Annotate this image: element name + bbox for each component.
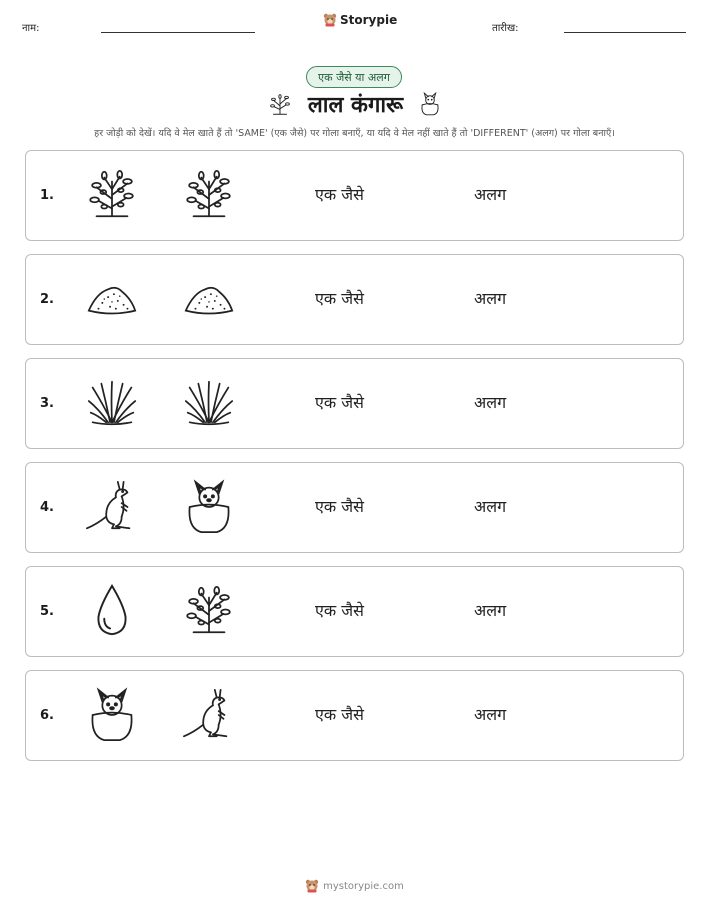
row-number: 3.	[40, 396, 54, 411]
row-number: 4.	[40, 500, 54, 515]
table-row	[25, 150, 684, 241]
row-number: 2.	[40, 292, 54, 307]
bush-icon	[83, 166, 141, 224]
bush-icon	[266, 90, 294, 118]
worksheet-type-badge: एक जैसे या अलग	[306, 66, 402, 88]
sand-pile-icon	[83, 270, 141, 328]
kangaroo-icon	[83, 478, 141, 536]
title-row	[0, 89, 709, 119]
kangaroo-in-pot-icon	[180, 478, 238, 536]
different-option[interactable]: अलग	[474, 705, 507, 724]
footer	[0, 879, 709, 893]
row-number: 5.	[40, 604, 54, 619]
different-option[interactable]: अलग	[474, 601, 507, 620]
footer-url: mystorypie.com	[323, 880, 404, 892]
table-row	[25, 254, 684, 345]
brand-logo	[323, 13, 397, 27]
page-title: लाल कंगारू	[307, 93, 404, 118]
table-row	[25, 670, 684, 761]
grass-icon	[83, 374, 141, 432]
different-option[interactable]: अलग	[474, 497, 507, 516]
different-option[interactable]: अलग	[474, 289, 507, 308]
row-number: 6.	[40, 708, 54, 723]
different-option[interactable]: अलग	[474, 185, 507, 204]
row-number: 1.	[40, 188, 54, 203]
same-option[interactable]: एक जैसे	[315, 601, 364, 620]
kangaroo-in-pot-icon	[83, 686, 141, 744]
different-option[interactable]: अलग	[474, 393, 507, 412]
same-option[interactable]: एक जैसे	[315, 289, 364, 308]
kangaroo-icon	[180, 686, 238, 744]
sand-pile-icon	[180, 270, 238, 328]
water-drop-icon	[83, 582, 141, 640]
table-row	[25, 462, 684, 553]
table-row	[25, 566, 684, 657]
same-option[interactable]: एक जैसे	[315, 185, 364, 204]
brand-name: Storypie	[340, 13, 398, 27]
bear-mascot-icon	[305, 879, 319, 893]
kangaroo-in-pot-icon	[417, 91, 443, 117]
table-row	[25, 358, 684, 449]
same-option[interactable]: एक जैसे	[315, 393, 364, 412]
date-line[interactable]	[564, 32, 686, 33]
grass-icon	[180, 374, 238, 432]
name-line[interactable]	[101, 32, 255, 33]
name-label: नाम:	[22, 23, 40, 34]
instructions: हर जोड़ी को देखें। यदि वे मेल खाते हैं तो 'SAME' (एक जैसे) पर गोला बनाएँ, या यदि वे मेल नहीं खाते हैं तो 'DIFFERENT' (अलग) पर गोला बनाएँ।	[94, 128, 615, 139]
same-option[interactable]: एक जैसे	[315, 705, 364, 724]
bush-icon	[180, 582, 238, 640]
same-option[interactable]: एक जैसे	[315, 497, 364, 516]
bush-icon	[180, 166, 238, 224]
bear-mascot-icon	[323, 13, 337, 27]
date-label: तारीख:	[492, 23, 519, 34]
